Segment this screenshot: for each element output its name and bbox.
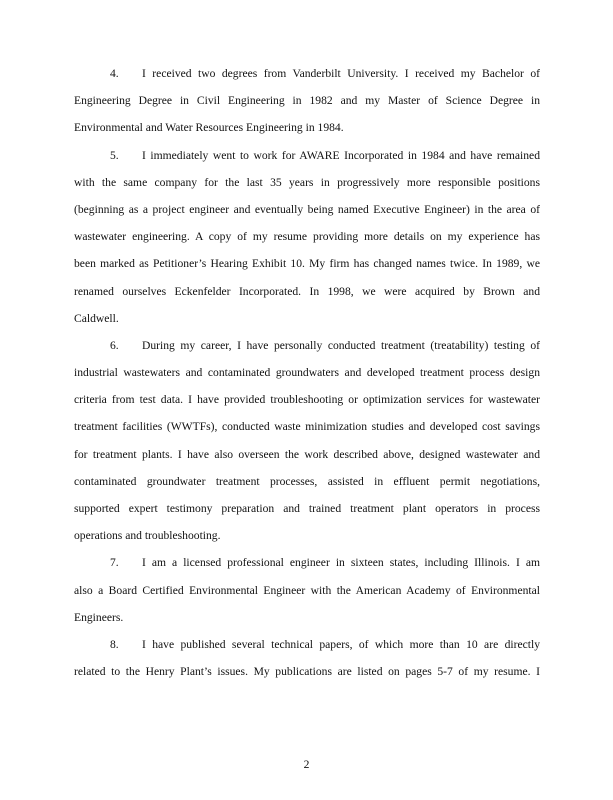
paragraph-line: contaminated groundwater treatment processes, assisted in effluent permit negotiations, bbox=[74, 474, 540, 488]
paragraph-line: related to the Henry Plant’s issues. My publications are listed on pages 5-7 of my resume. I bbox=[74, 665, 540, 679]
paragraph-line: 8. I have published several technical papers, of which more than 10 are directly bbox=[74, 631, 540, 658]
paragraph-number: 8. bbox=[110, 638, 119, 651]
paragraph-line: been marked as Petitioner’s Hearing Exhibit 10. My firm has changed names twice. In 1989, we bbox=[74, 257, 540, 271]
paragraph-line: industrial wastewaters and contaminated groundwaters and developed treatment process design bbox=[74, 366, 540, 380]
paragraph-line: operations and troubleshooting. bbox=[74, 529, 221, 543]
paragraph-number: 4. bbox=[110, 67, 119, 80]
paragraph-line: with the same company for the last 35 years in progressively more responsible positions bbox=[74, 175, 540, 189]
paragraph-8 bbox=[74, 631, 540, 685]
paragraph-line: wastewater engineering. A copy of my resume providing more details on my experience has bbox=[74, 230, 540, 244]
paragraph-line: Engineering Degree in Civil Engineering in 1982 and my Master of Science Degree in bbox=[74, 94, 540, 108]
paragraph-line: Caldwell. bbox=[74, 311, 119, 325]
paragraph-line: 4. I received two degrees from Vanderbilt University. I received my Bachelor of bbox=[74, 60, 540, 87]
paragraph-5 bbox=[74, 142, 540, 332]
paragraph-line: (beginning as a project engineer and eventually being named Executive Engineer) in the area of bbox=[74, 202, 540, 216]
paragraph-line: 5. I immediately went to work for AWARE Incorporated in 1984 and have remained bbox=[74, 142, 540, 169]
paragraph-line: 7. I am a licensed professional engineer in sixteen states, including Illinois. I am bbox=[74, 549, 540, 576]
paragraph-line: 6. During my career, I have personally conducted treatment (treatability) testing of bbox=[74, 332, 540, 359]
paragraph-6 bbox=[74, 332, 540, 550]
page-number: 2 bbox=[303, 758, 310, 771]
paragraph-7 bbox=[74, 549, 540, 631]
paragraph-line: Engineers. bbox=[74, 610, 124, 624]
paragraph-number: 6. bbox=[110, 338, 119, 352]
paragraph-4 bbox=[74, 60, 540, 142]
paragraph-line: treatment facilities (WWTFs), conducted waste minimization studies and developed cost savings bbox=[74, 420, 540, 434]
paragraph-line: Environmental and Water Resources Engineering in 1984. bbox=[74, 121, 344, 135]
paragraph-number: 7. bbox=[110, 556, 119, 570]
paragraph-line: for treatment plants. I have also overseen the work described above, designed wastewater and bbox=[74, 447, 540, 461]
paragraph-line: criteria from test data. I have provided troubleshooting or optimization services for wastewater bbox=[74, 393, 540, 407]
body-text bbox=[74, 60, 540, 685]
paragraph-line: also a Board Certified Environmental Engineer with the American Academy of Environmental bbox=[74, 583, 540, 597]
paragraph-number: 5. bbox=[110, 148, 119, 162]
paragraph-line: renamed ourselves Eckenfelder Incorporated. In 1998, we were acquired by Brown and bbox=[74, 284, 540, 298]
paragraph-line: supported expert testimony preparation and trained treatment plant operators in process bbox=[74, 502, 540, 516]
